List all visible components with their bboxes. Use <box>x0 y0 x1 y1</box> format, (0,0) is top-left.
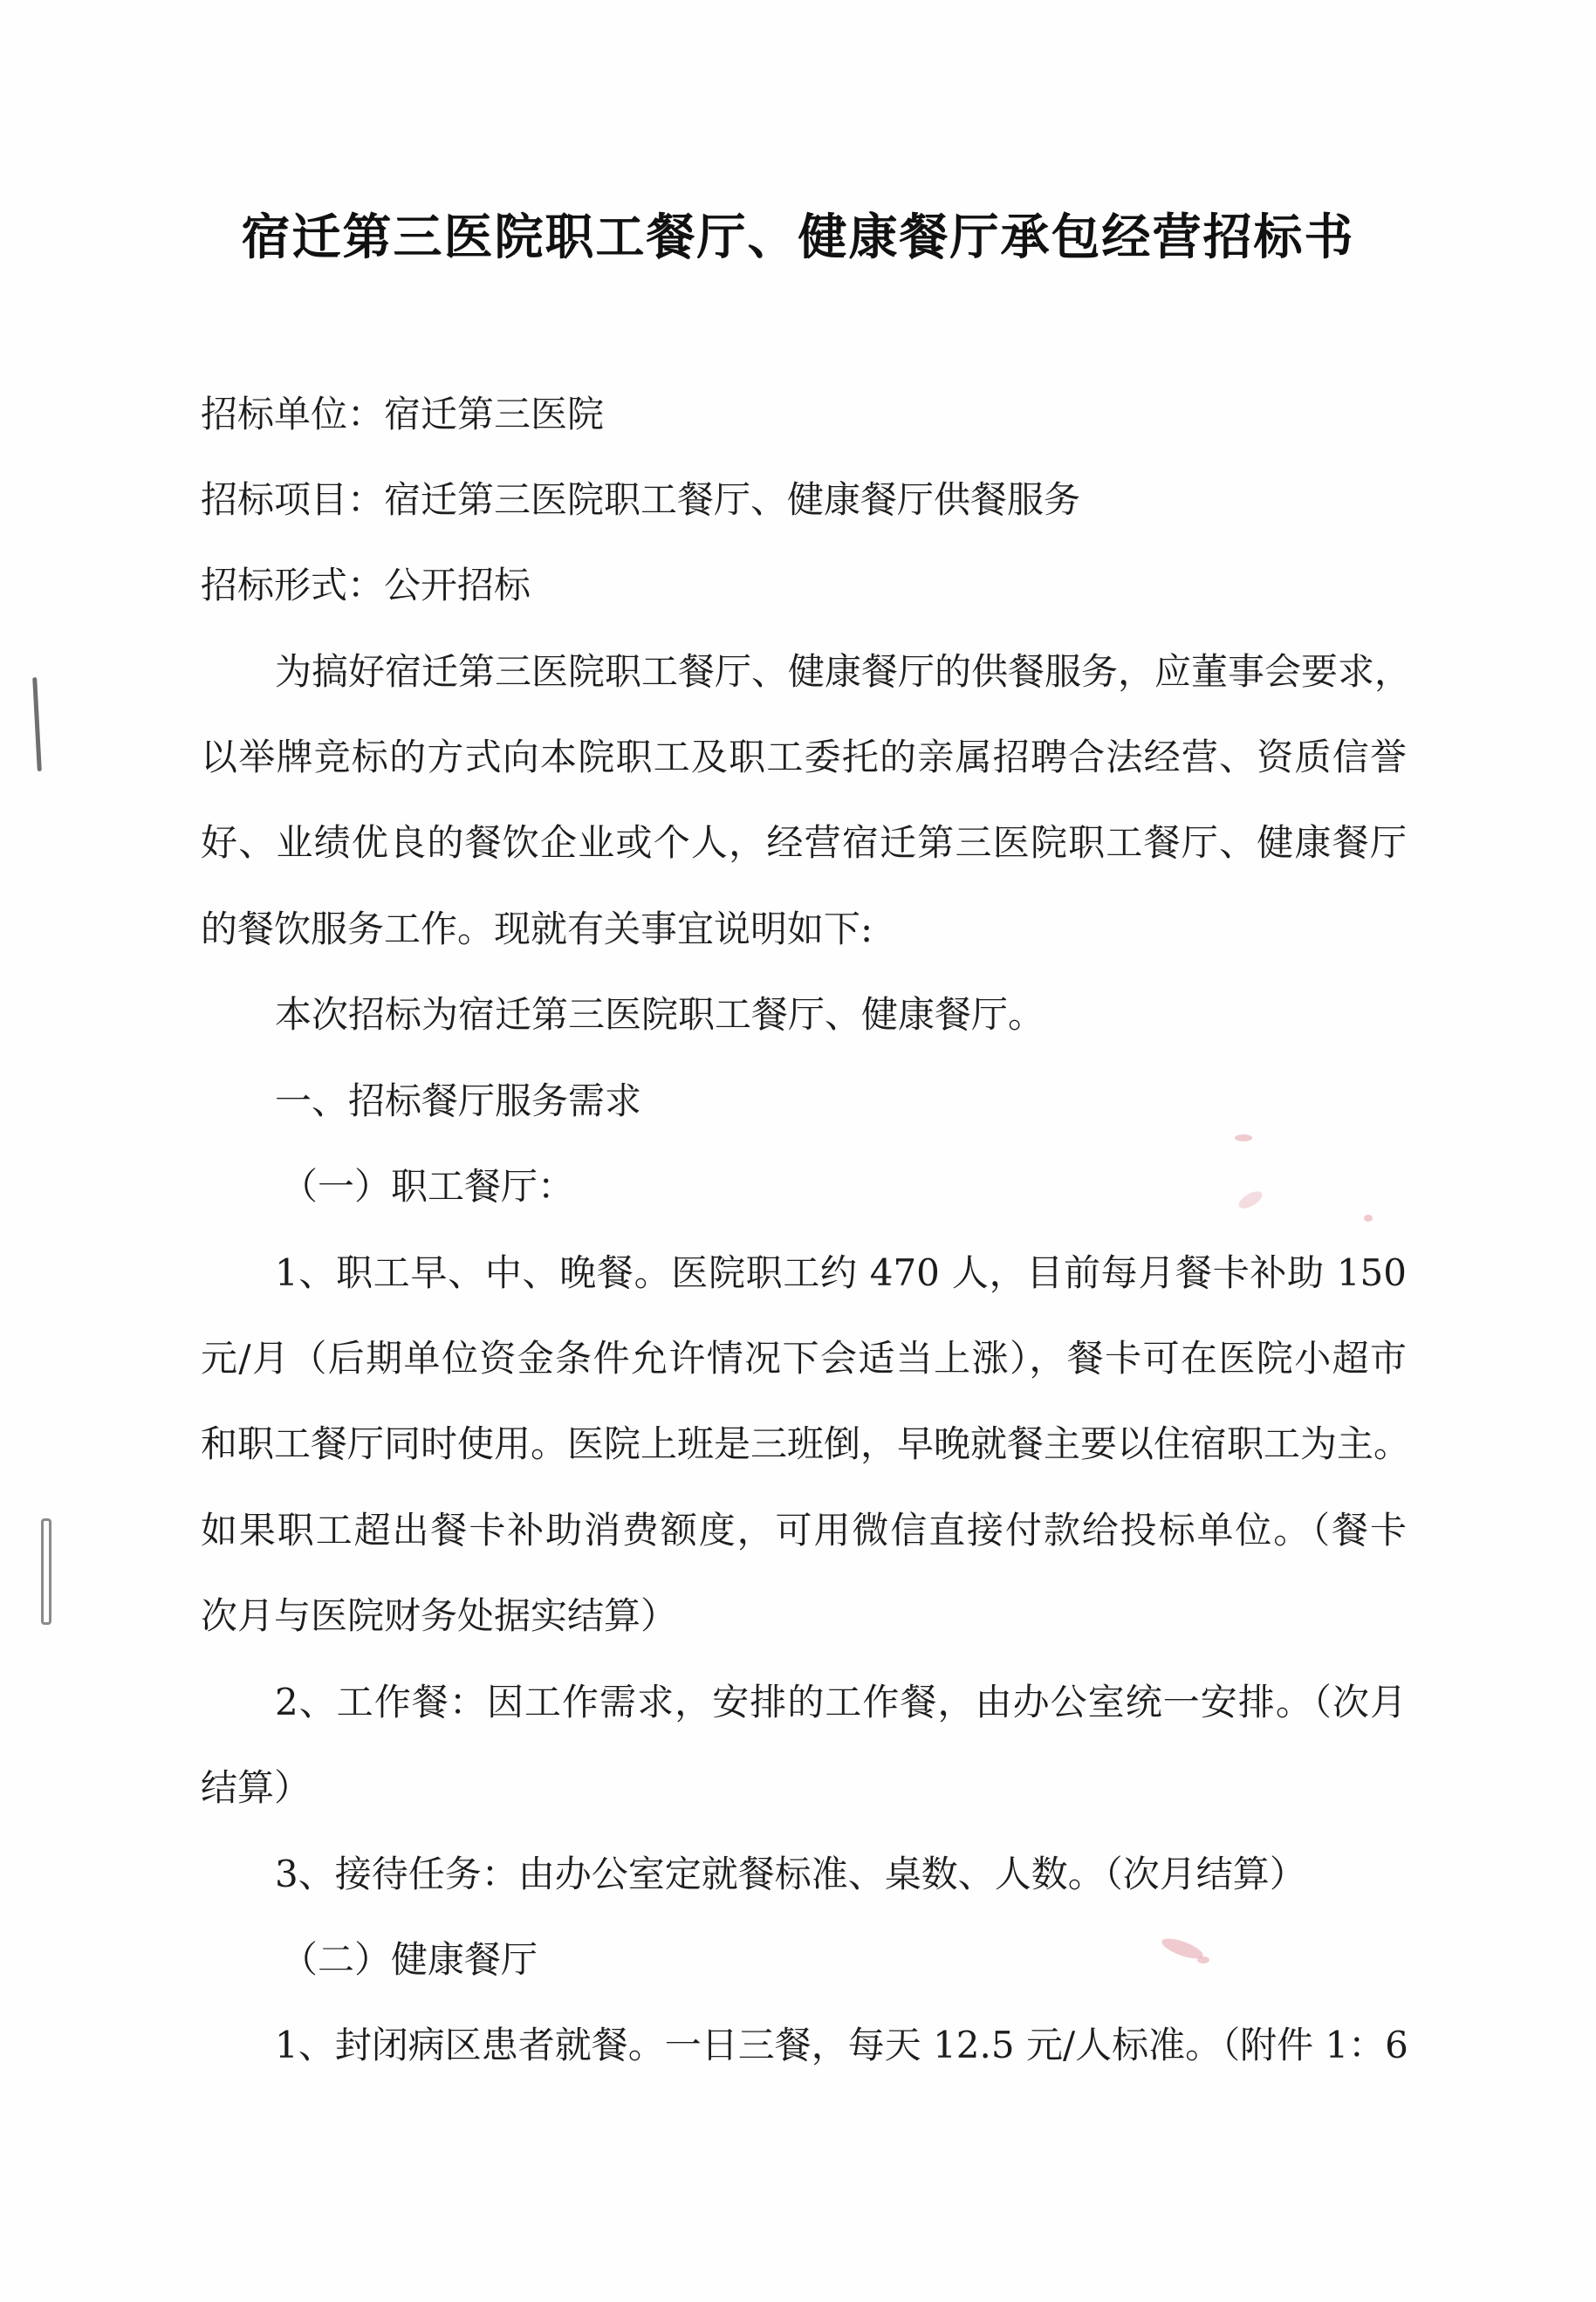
paragraph-line: 如果职工超出餐卡补助消费额度，可用微信直接付款给投标单位。（餐卡 <box>201 1509 1407 1552</box>
subsection-heading: （一）职工餐厅： <box>281 1165 575 1208</box>
paragraph-line: 为搞好宿迁第三医院职工餐厅、健康餐厅的供餐服务，应董事会要求， <box>275 650 1412 693</box>
ink-speck <box>1197 1956 1209 1963</box>
paragraph-line: 次月与医院财务处据实结算） <box>201 1594 678 1637</box>
paragraph-line: 2、工作餐：因工作需求，安排的工作餐，由办公室统一安排。（次月 <box>275 1681 1407 1723</box>
paragraph-line: 结算） <box>201 1766 312 1809</box>
paragraph-line: 元/月（后期单位资金条件允许情况下会适当上涨），餐卡可在医院小超市 <box>201 1337 1407 1380</box>
subsection-heading: （二）健康餐厅 <box>281 1938 538 1981</box>
document-title: 宿迁第三医院职工餐厅、健康餐厅承包经营招标书 <box>241 209 1355 266</box>
paragraph-line: 以举牌竞标的方式向本院职工及职工委托的亲属招聘合法经营、资质信誉 <box>201 736 1407 778</box>
binding-staple <box>32 677 42 771</box>
bidding-unit-line: 招标单位：宿迁第三医院 <box>201 393 605 435</box>
section-heading: 一、招标餐厅服务需求 <box>275 1079 642 1122</box>
ink-speck <box>1364 1215 1373 1222</box>
paragraph-line: 的餐饮服务工作。现就有关事宜说明如下: <box>201 908 873 950</box>
bidding-project-line: 招标项目：宿迁第三医院职工餐厅、健康餐厅供餐服务 <box>201 478 1081 521</box>
paragraph-line: 3、接待任务：由办公室定就餐标准、桌数、人数。（次月结算） <box>275 1853 1306 1895</box>
paragraph-line: 1、封闭病区患者就餐。一日三餐，每天 12.5 元/人标准。（附件 1：6 <box>275 2024 1408 2066</box>
ink-speck <box>1236 1188 1265 1211</box>
bidding-form-line: 招标形式：公开招标 <box>201 564 531 606</box>
binding-staple <box>41 1518 51 1625</box>
paragraph-line: 和职工餐厅同时使用。医院上班是三班倒，早晚就餐主要以住宿职工为主。 <box>201 1422 1411 1465</box>
paragraph-line: 1、职工早、中、晚餐。医院职工约 470 人，目前每月餐卡补助 150 <box>275 1251 1407 1294</box>
ink-speck <box>1235 1134 1252 1141</box>
paragraph-line: 本次招标为宿迁第三医院职工餐厅、健康餐厅。 <box>275 993 1045 1036</box>
paragraph-line: 好、业绩优良的餐饮企业或个人，经营宿迁第三医院职工餐厅、健康餐厅 <box>201 821 1407 864</box>
